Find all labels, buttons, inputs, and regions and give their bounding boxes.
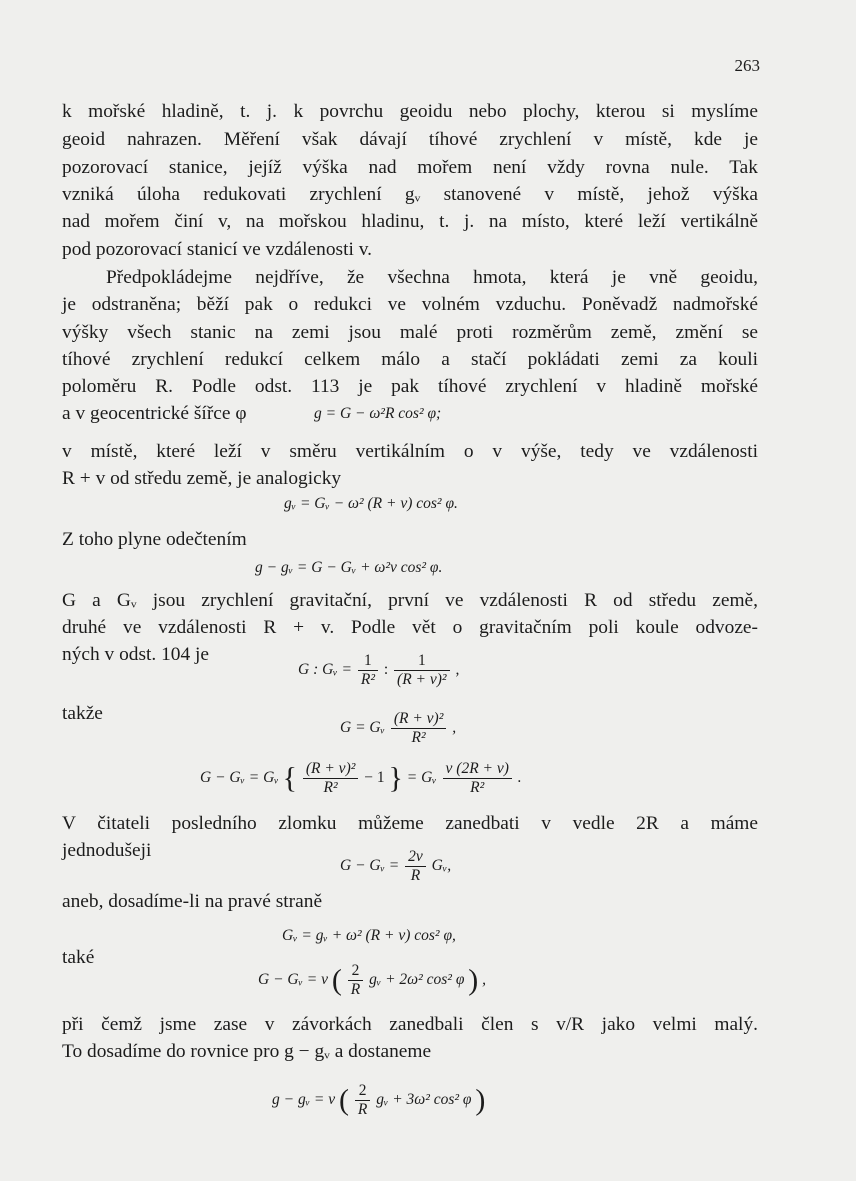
text-line: a v geocentrické šířce φ [62,403,247,424]
text-line: geoid nahrazen. Měření však dávají tíhové zrychlení v místě, kde je [62,129,758,150]
eq4-lhs: G : Gᵥ = [298,661,352,679]
text-line: aneb, dosadíme-li na pravé straně [62,891,323,912]
equation-4: G : Gᵥ = $\frac{1}{\text{R²}}$ : $\frac{1}{\text{(R + v)²}}$ , [298,652,460,688]
eq6-fraction-1: $\frac{\text{(R + v)²}}{\text{R²}}$ [303,760,359,797]
eq4-fraction-1: $\frac{1}{\text{R²}}$ [358,652,378,689]
equation-7: G − Gᵥ = $\frac{2v}{R}$ Gᵥ, [340,848,452,884]
eq9-fraction: $\frac{2}{R}$ [348,962,363,999]
equation-10: g − gᵥ = v ( $\frac{2}{R}$ gᵥ + 3ω² cos² φ ) [272,1082,486,1118]
eq6-fraction-2: $\frac{v (2R + v)}{\text{R²}}$ [443,760,512,797]
text-line: tíhové zrychlení redukcí celkem málo a stačí pokládati zemi za kouli [62,349,758,370]
text-line: R + v od středu země, je analogicky [62,468,342,489]
equation-2: gᵥ = Gᵥ − ω² (R + v) cos² φ. [284,495,458,512]
equation-5: G = Gᵥ $\frac{\text{(R + v)²}}{\text{R²}}$ , [340,710,457,746]
text-line: nad mořem činí v, na mořskou hladinu, t. j. na místo, které leží vertikálně [62,211,758,232]
text-line: Předpokládejme nejdříve, že všechna hmota, která je vně geoidu, [106,267,758,288]
text-line: jednodušeji [62,840,152,861]
text-line: pozorovací stanice, jejíž výška nad mořem není vždy rovna nule. Tak [62,157,758,178]
text-line: k mořské hladině, t. j. k povrchu geoidu nebo plochy, kterou si myslíme [62,101,758,122]
eq7-fraction: $\frac{2v}{R}$ [405,848,426,885]
text-line: takže [62,703,103,724]
text-line: To dosadíme do rovnice pro g − gᵥ a dostaneme [62,1041,432,1062]
equation-3: g − gᵥ = G − Gᵥ + ω²v cos² φ. [255,559,443,576]
text-line: druhé ve vzdálenosti R + v. Podle vět o gravitačním poli koule odvoze- [62,617,758,638]
text-line: také [62,947,95,968]
text-line: vzniká úloha redukovati zrychlení gᵥ stanovené v místě, jehož výška [62,184,758,205]
eq10-fraction: $\frac{2}{R}$ [355,1082,370,1119]
text-line: G a Gᵥ jsou zrychlení gravitační, první ve vzdálenosti R od středu země, [62,590,758,611]
equation-8: Gᵥ = gᵥ + ω² (R + v) cos² φ, [282,927,456,944]
text-line: poloměru R. Podle odst. 113 je pak tíhové zrychlení v hladině mořské [62,376,758,397]
text-line: pod pozorovací stanicí ve vzdálenosti v. [62,239,372,260]
eq4-fraction-2: $\frac{1}{\text{(R + v)²}}$ [394,652,450,689]
equation-1: g = G − ω²R cos² φ; [314,405,442,422]
text-line: je odstraněna; běží pak o redukci ve volném vzduchu. Poněvadž nadmořské [62,294,758,315]
text-line: při čemž jsme zase v závorkách zanedbali člen s v/R jako velmi malý. [62,1014,758,1035]
equation-6: G − Gᵥ = Gᵥ { $\frac{\text{(R + v)²}}{\text{R²}}$ − 1 } = Gᵥ $\frac{v (2R + v)}{\text{R²}}$ . [200,760,522,796]
text-line: výšky všech stanic na zemi jsou malé proti rozměrům země, změní se [62,322,758,343]
text-line: v místě, které leží v směru vertikálním o v výše, tedy ve vzdálenosti [62,441,758,462]
text-line: ných v odst. 104 je [62,644,210,665]
page-number: 263 [734,56,760,75]
eq5-fraction: $\frac{\text{(R + v)²}}{\text{R²}}$ [391,710,447,747]
text-line: Z toho plyne odečtením [62,529,247,550]
equation-9: G − Gᵥ = v ( $\frac{2}{R}$ gᵥ + 2ω² cos² φ ) , [258,962,487,998]
text-line: V čitateli posledního zlomku můžeme zanedbati v vedle 2R a máme [62,813,758,834]
